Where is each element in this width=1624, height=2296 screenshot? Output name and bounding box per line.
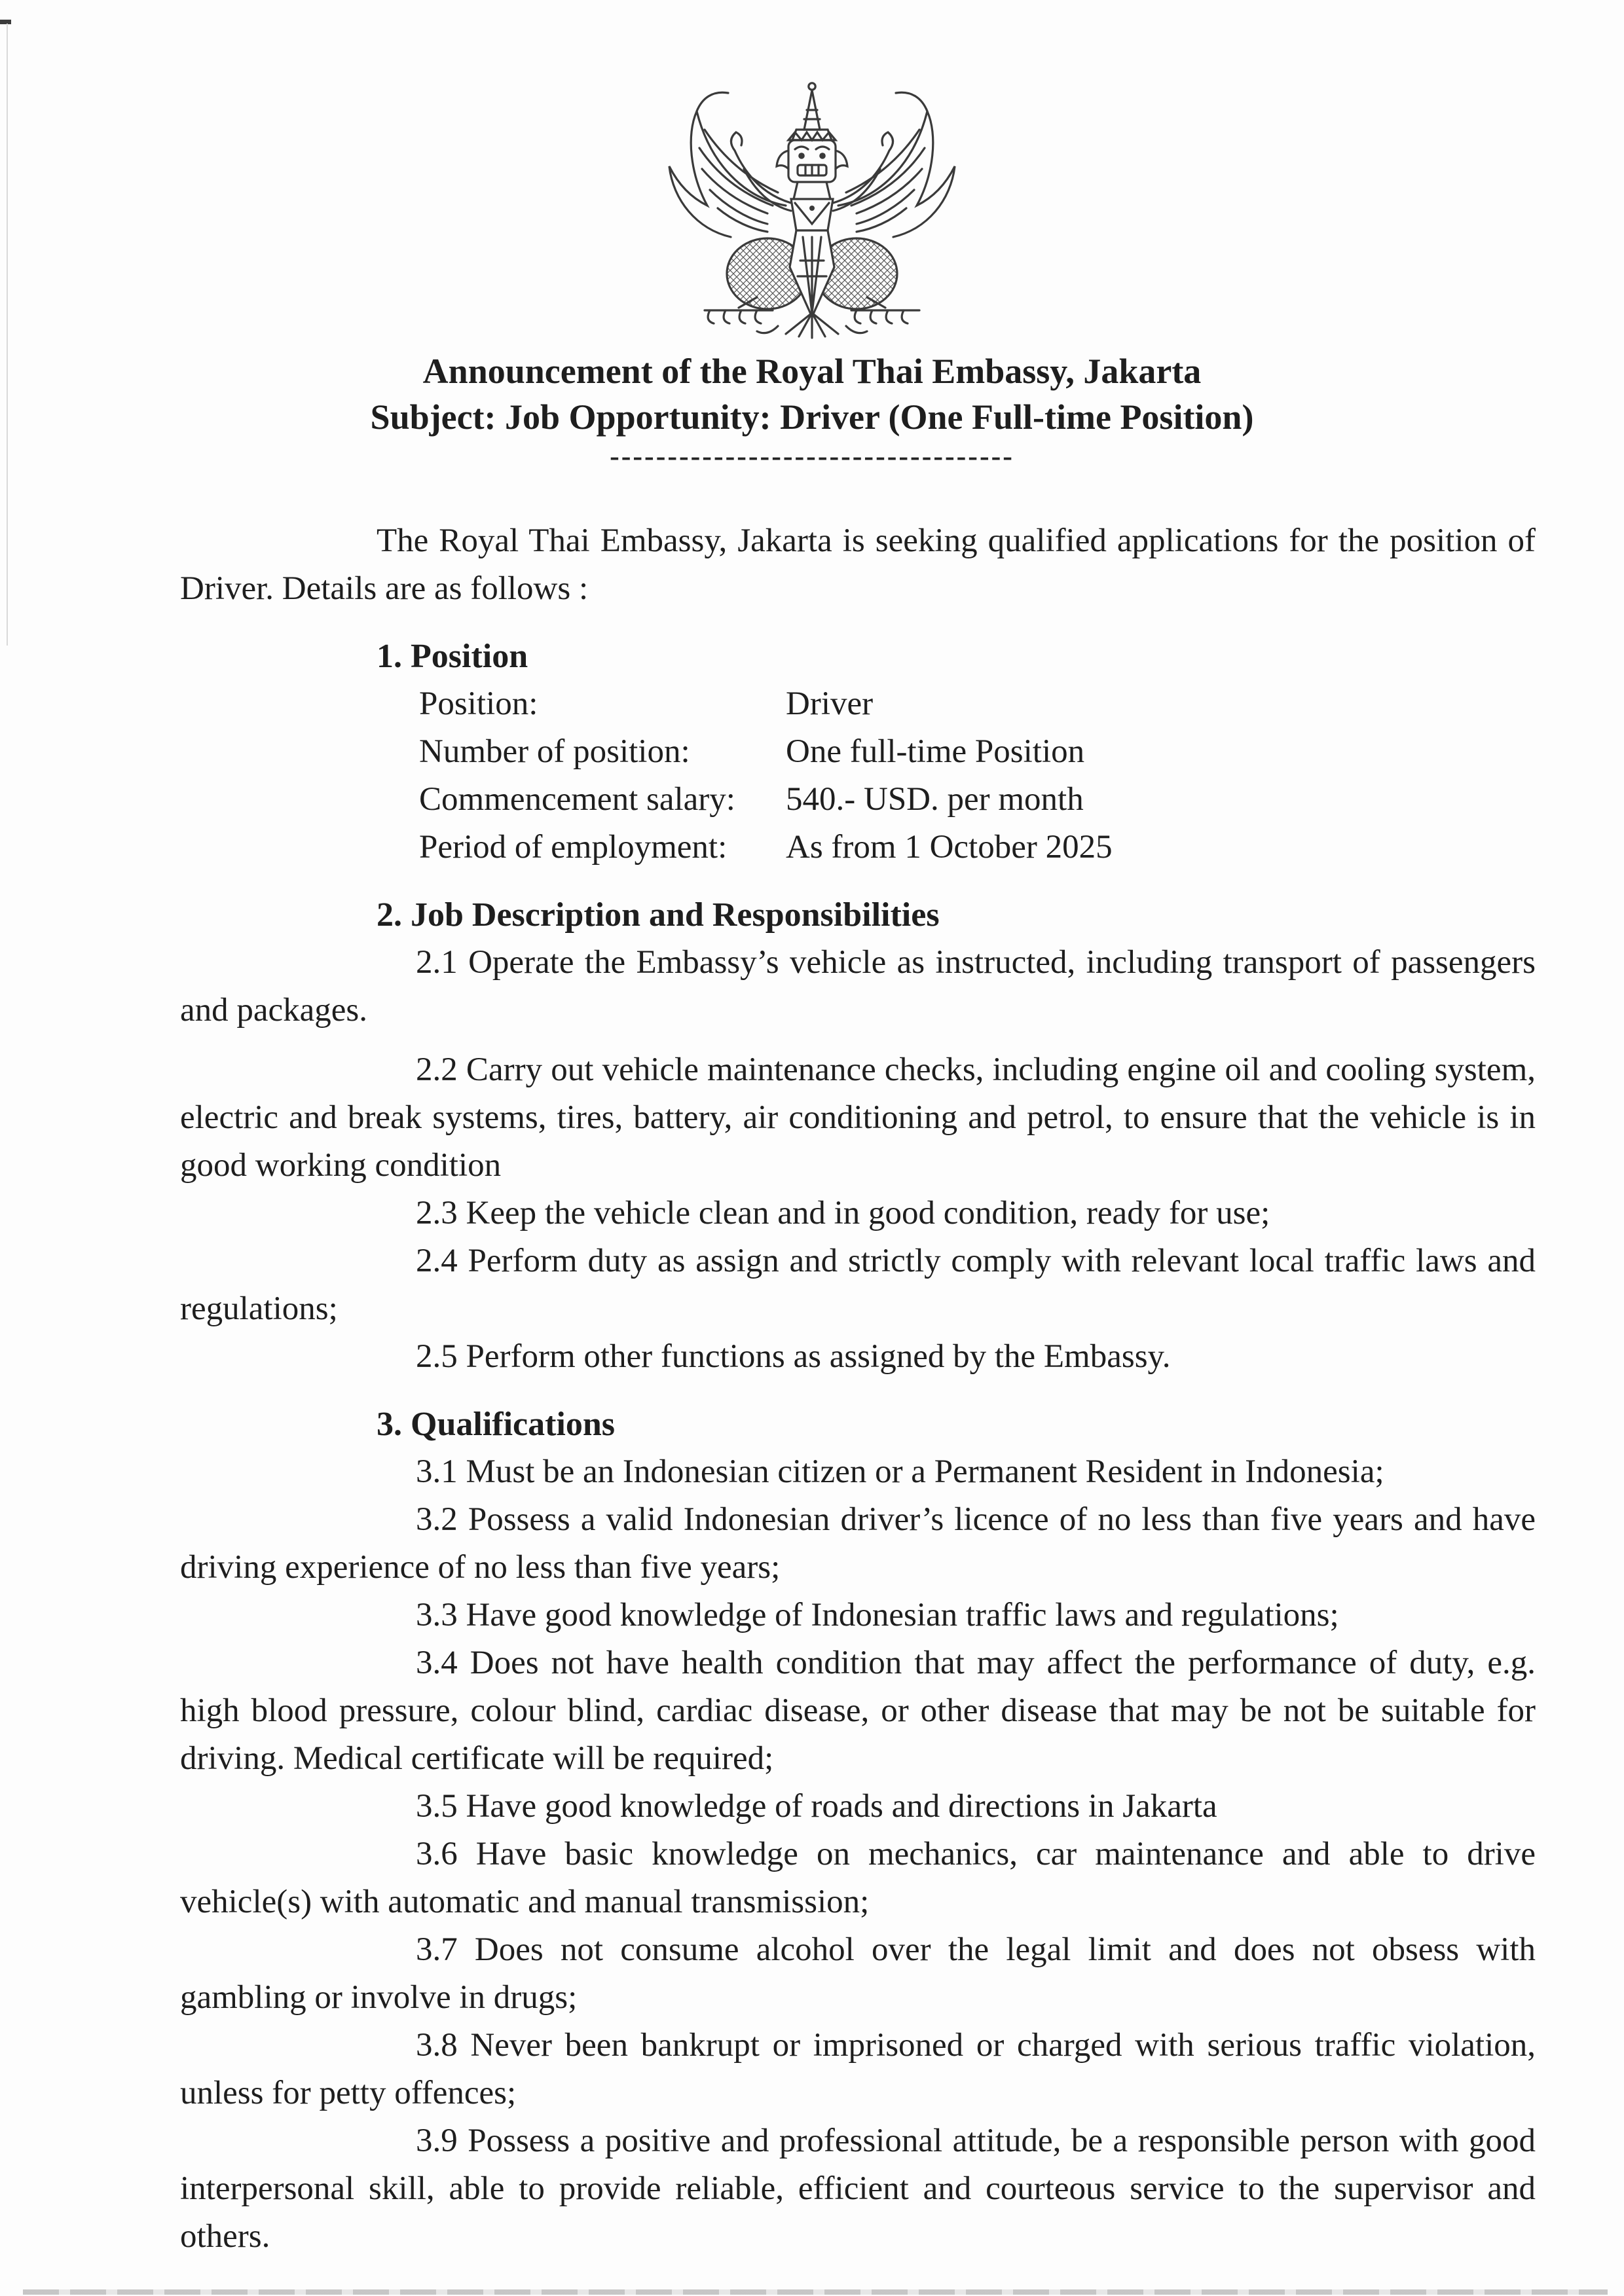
garuda-emblem-icon [642, 77, 982, 339]
document-subject: Subject: Job Opportunity: Driver (One Full-time Position) [370, 397, 1254, 437]
field-number-label: Number of position: [419, 733, 690, 770]
item-2-2: 2.2 Carry out vehicle maintenance checks, including engine oil and cooling system, electric and break systems, tires, battery, air conditioning and petrol, to ensure that the vehicle is in good working condition [180, 1051, 1536, 1184]
item-2-1: 2.1 Operate the Embassy’s vehicle as instructed, including transport of passengers and packages. [180, 944, 1536, 1029]
field-period-label: Period of employment: [419, 829, 728, 866]
field-number-of-position [180, 728, 1536, 776]
item-3-3: 3.3 Have good knowledge of Indonesian traffic laws and regulations; [416, 1597, 1339, 1633]
item-3-9: 3.9 Possess a positive and professional attitude, be a responsible person with good interpersonal skill, able to provide reliable, efficient and courteous service to the supervisor and others. [180, 2123, 1536, 2255]
item-3-6: 3.6 Have basic knowledge on mechanics, car maintenance and able to drive vehicle(s) with automatic and manual transmission; [180, 1836, 1536, 1920]
field-position [180, 680, 1536, 728]
field-position-value: Driver [786, 685, 874, 722]
item-3-1: 3.1 Must be an Indonesian citizen or a Permanent Resident in Indonesia; [416, 1453, 1384, 1490]
section-3-heading: 3. Qualifications [377, 1406, 616, 1443]
item-3-8: 3.8 Never been bankrupt or imprisoned or charged with serious traffic violation, unless for petty offences; [180, 2027, 1536, 2111]
field-period-value: As from 1 October 2025 [786, 829, 1113, 866]
item-2-5: 2.5 Perform other functions as assigned by the Embassy. [416, 1338, 1171, 1375]
item-2-3: 2.3 Keep the vehicle clean and in good condition, ready for use; [416, 1195, 1270, 1231]
document-title: Announcement of the Royal Thai Embassy, Jakarta [422, 352, 1202, 391]
title-divider: ----------------------------------- [610, 440, 1014, 472]
field-commencement-salary [180, 776, 1536, 824]
intro-paragraph: The Royal Thai Embassy, Jakarta is seeking qualified applications for the position of Driver. Details are as follows : [180, 522, 1536, 607]
item-3-7: 3.7 Does not consume alcohol over the legal limit and does not obsess with gambling or involve in drugs; [180, 1931, 1536, 2016]
field-salary-label: Commencement salary: [419, 781, 735, 818]
scan-artifact-corner [0, 20, 11, 24]
scan-artifact-bottom-edge [23, 2289, 1608, 2295]
field-position-label: Position: [419, 685, 538, 722]
section-2-heading: 2. Job Description and Responsibilities [377, 896, 940, 934]
item-3-2: 3.2 Possess a valid Indonesian driver’s licence of no less than five years and have driving experience of no less than five years; [180, 1501, 1536, 1586]
document-header [0, 348, 1624, 471]
field-salary-value: 540.- USD. per month [786, 781, 1084, 818]
scan-artifact-left-edge [7, 24, 8, 646]
item-3-4: 3.4 Does not have health condition that may affect the performance of duty, e.g. high blood pressure, colour blind, cardiac disease, or other disease that may be not be suitable for driving. Medical certificate will be required; [180, 1645, 1536, 1777]
section-1-heading: 1. Position [377, 638, 528, 675]
field-period-of-employment [180, 824, 1536, 871]
field-number-value: One full-time Position [786, 733, 1085, 770]
item-2-4: 2.4 Perform duty as assign and strictly comply with relevant local traffic laws and regulations; [180, 1243, 1536, 1327]
item-3-5: 3.5 Have good knowledge of roads and directions in Jakarta [416, 1788, 1217, 1825]
